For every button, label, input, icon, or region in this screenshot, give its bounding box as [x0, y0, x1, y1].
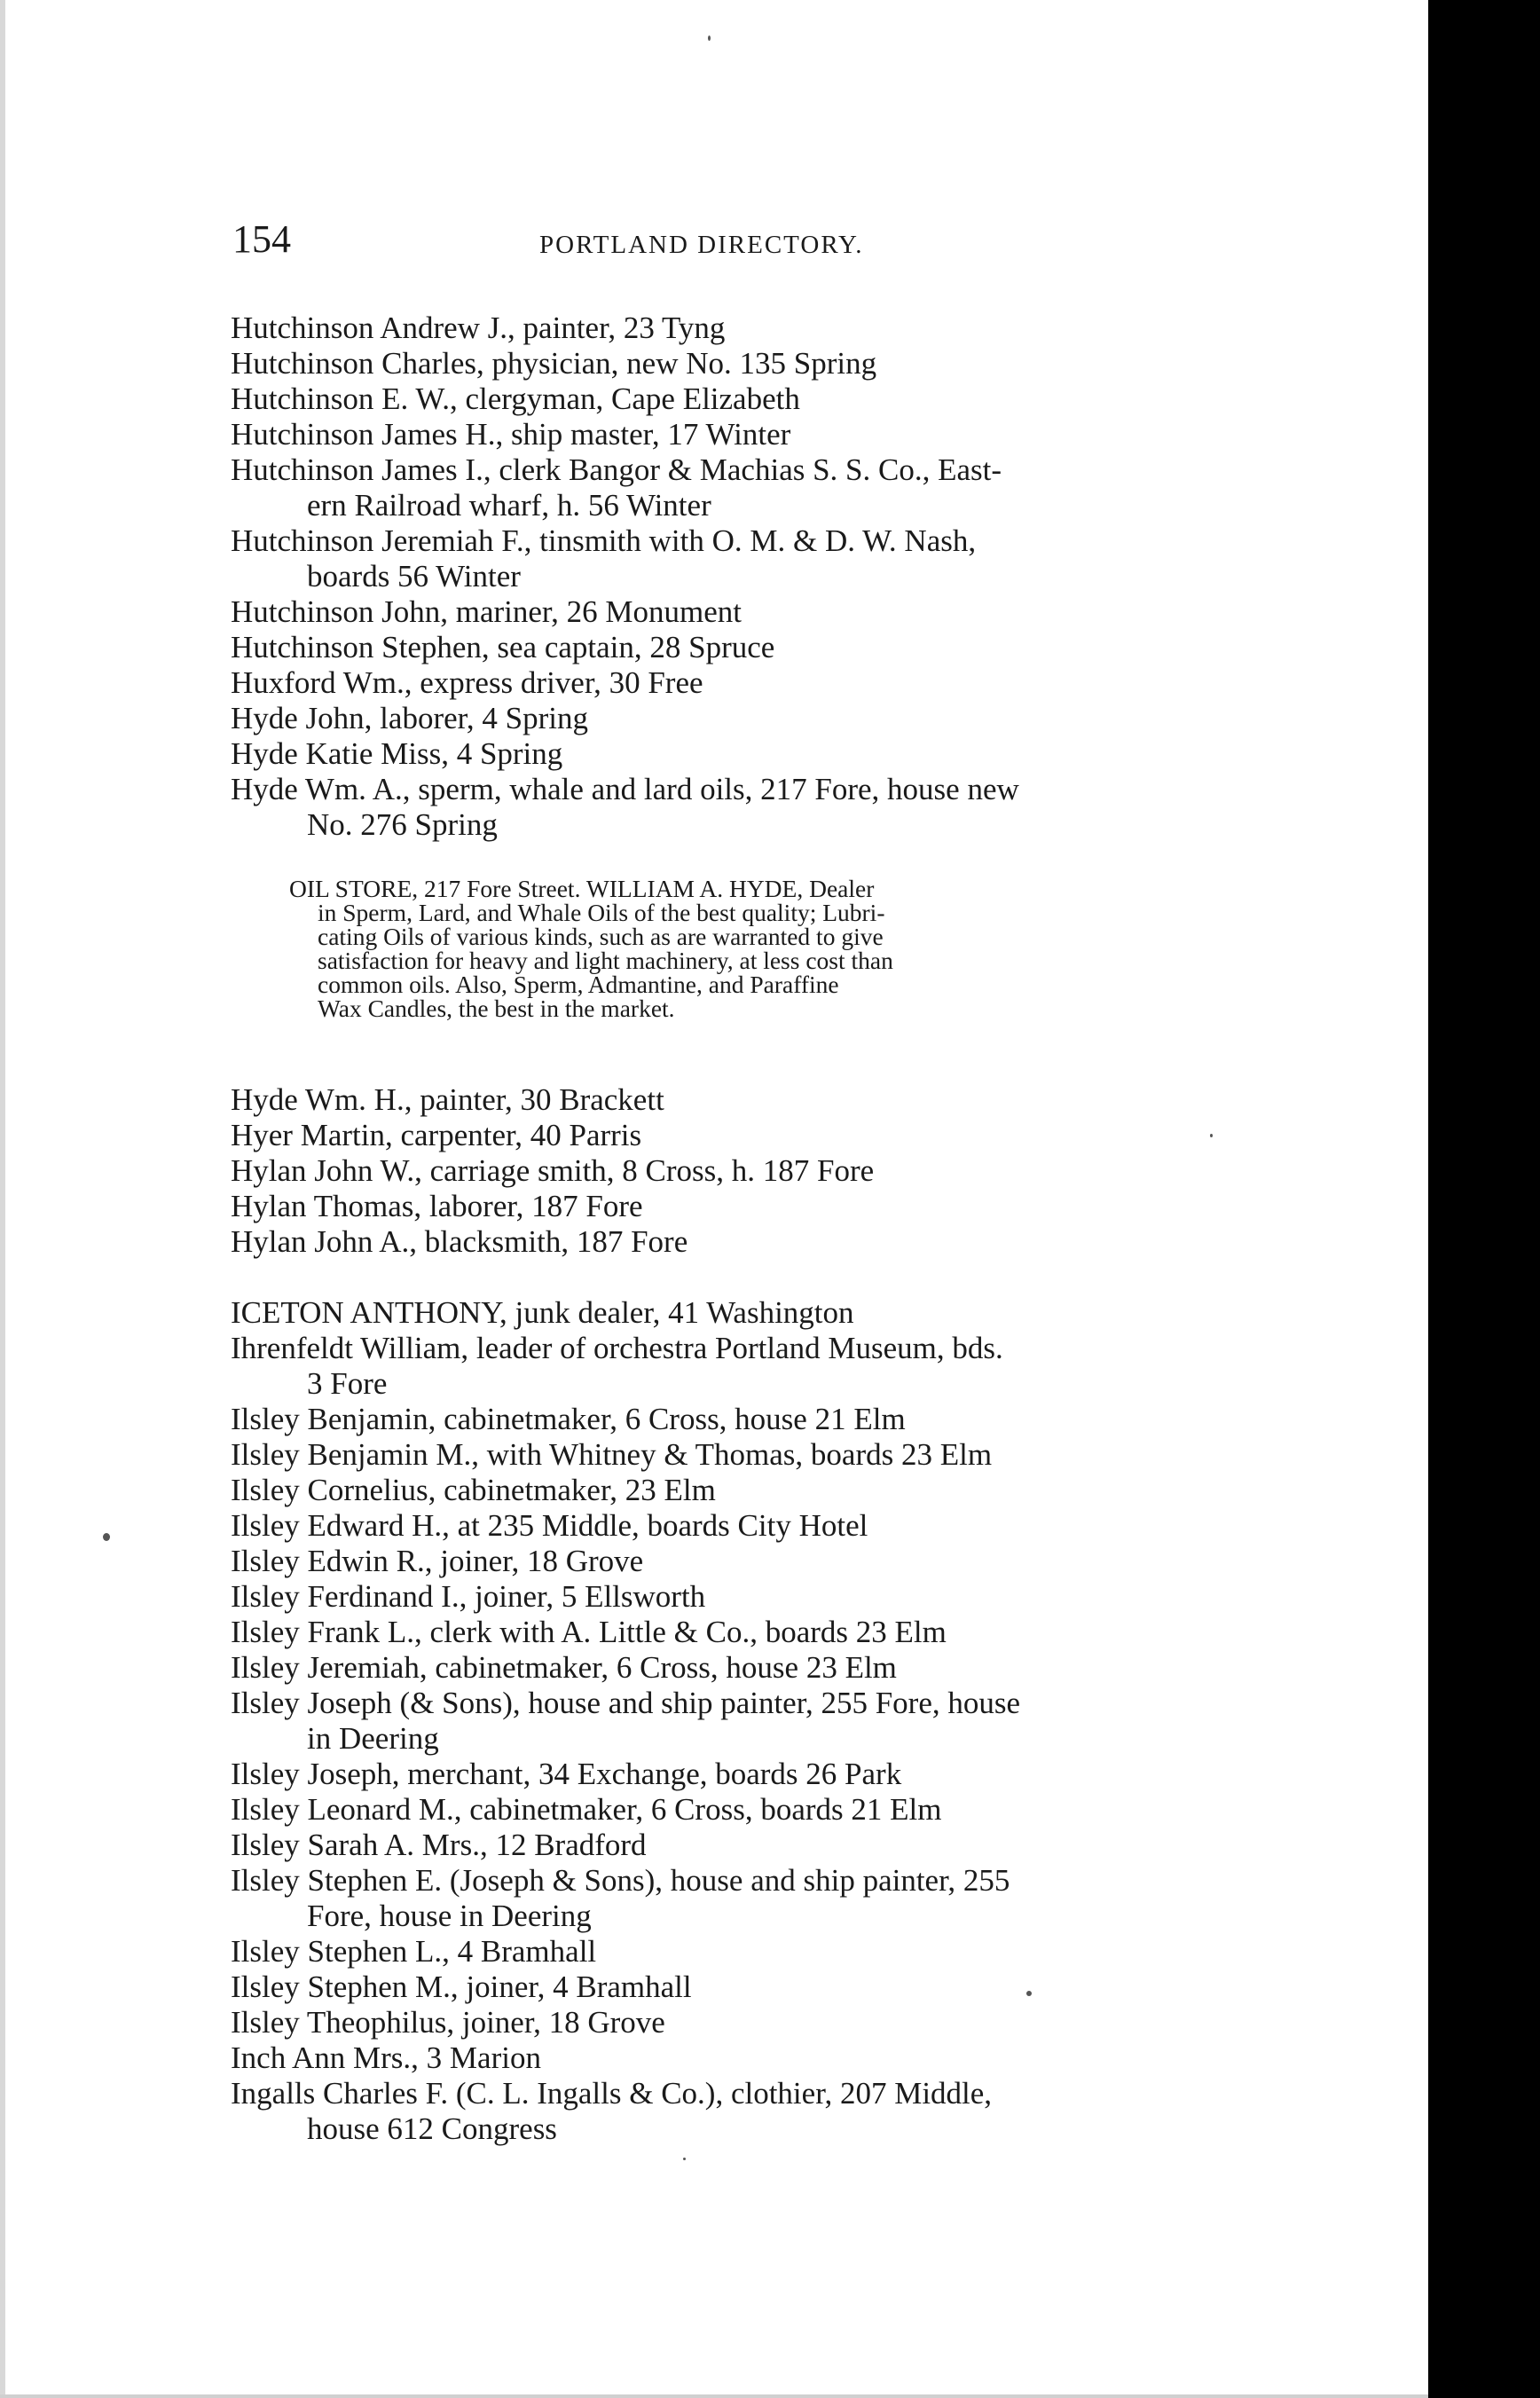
directory-entry: [231, 1508, 1224, 1544]
directory-entry: [231, 1863, 1224, 1934]
directory-entry: [231, 1650, 1224, 1686]
entry-continuation: No. 276 Spring: [307, 807, 498, 842]
directory-entry: [231, 1082, 1224, 1118]
scan-speck: [708, 35, 711, 41]
directory-entry: [231, 1686, 1224, 1757]
entries-hyde-hylan: [231, 1082, 1224, 1260]
entry-text: Hutchinson James I., clerk Bangor & Machias S. S. Co., East-: [231, 452, 1002, 487]
directory-entry: [231, 701, 1224, 736]
advertisement-oil-store: [291, 877, 1196, 1020]
entry-text: Ilsley Stephen L., 4 Bramhall: [231, 1934, 597, 1969]
entry-text: Ilsley Joseph (& Sons), house and ship painter, 255 Fore, house: [231, 1686, 1021, 1720]
entry-text: Ilsley Cornelius, cabinetmaker, 23 Elm: [231, 1473, 716, 1507]
directory-entry: [231, 1792, 1224, 1828]
directory-entry: [231, 417, 1224, 452]
entry-text: Hutchinson James H., ship master, 17 Winter: [231, 417, 791, 452]
entry-text: Hutchinson Jeremiah F., tinsmith with O. M. & D. W. Nash,: [231, 523, 977, 558]
entry-continuation: 3 Fore: [307, 1366, 388, 1401]
entry-continuation: in Deering: [307, 1721, 439, 1756]
running-head: PORTLAND DIRECTORY.: [539, 231, 864, 259]
entry-text: Hyde Katie Miss, 4 Spring: [231, 736, 563, 771]
directory-entry: [231, 1757, 1224, 1792]
directory-entry: [231, 594, 1224, 630]
entry-text: Hutchinson John, mariner, 26 Monument: [231, 594, 742, 629]
directory-entry: [231, 523, 1224, 594]
directory-entry: [231, 665, 1224, 701]
directory-entry: [231, 452, 1224, 523]
entry-text: Ilsley Benjamin, cabinetmaker, 6 Cross, house 21 Elm: [231, 1402, 906, 1436]
entry-text: Ilsley Stephen E. (Joseph & Sons), house and ship painter, 255: [231, 1863, 1010, 1898]
entry-text: Hyer Martin, carpenter, 40 Parris: [231, 1118, 642, 1152]
entry-text: Ilsley Edwin R., joiner, 18 Grove: [231, 1544, 644, 1578]
page-number: 154: [232, 217, 291, 261]
entry-text: Hyde John, laborer, 4 Spring: [231, 701, 588, 735]
entry-continuation: Fore, house in Deering: [307, 1899, 592, 1933]
directory-entry: [231, 1224, 1224, 1260]
entry-continuation: ern Railroad wharf, h. 56 Winter: [307, 488, 711, 523]
entry-text: Hylan John A., blacksmith, 187 Fore: [231, 1224, 688, 1259]
directory-entry: [231, 1437, 1224, 1473]
scan-speck: [1026, 1991, 1032, 1996]
directory-entry: [231, 1828, 1224, 1863]
entries-i-section: [231, 1295, 1224, 2147]
advertisement-line: OIL STORE, 217 Fore Street. WILLIAM A. HYDE, Dealer: [289, 875, 875, 902]
directory-entry: [231, 1402, 1224, 1437]
entry-text: Ihrenfeldt William, leader of orchestra Portland Museum, bds.: [231, 1331, 1003, 1365]
directory-entry: [231, 1153, 1224, 1189]
entries-hutchinson-hyde: [231, 311, 1224, 843]
advertisement-line: cating Oils of various kinds, such as are warranted to give: [318, 923, 884, 950]
entry-text: Huxford Wm., express driver, 30 Free: [231, 665, 703, 700]
entry-text: Hylan John W., carriage smith, 8 Cross, h. 187 Fore: [231, 1153, 875, 1188]
directory-entry: [231, 2005, 1224, 2040]
entry-text: Hyde Wm. A., sperm, whale and lard oils, 217 Fore, house new: [231, 772, 1019, 806]
entry-text: Ilsley Theophilus, joiner, 18 Grove: [231, 2005, 665, 2040]
scan-right-border: [1428, 0, 1540, 2398]
entry-text: Hylan Thomas, laborer, 187 Fore: [231, 1189, 643, 1223]
entry-text: Hutchinson Stephen, sea captain, 28 Spruce: [231, 630, 775, 664]
directory-entry: [231, 1934, 1224, 1970]
entry-text: Ilsley Joseph, merchant, 34 Exchange, boards 26 Park: [231, 1757, 902, 1791]
scan-speck: [103, 1533, 110, 1541]
entry-text: Hutchinson Andrew J., painter, 23 Tyng: [231, 311, 726, 345]
entry-text: Ilsley Frank L., clerk with A. Little & Co., boards 23 Elm: [231, 1615, 947, 1649]
directory-entry: [231, 736, 1224, 772]
advertisement-line: in Sperm, Lard, and Whale Oils of the best quality; Lubri-: [318, 899, 885, 926]
entry-text: Ilsley Edward H., at 235 Middle, boards City Hotel: [231, 1508, 868, 1543]
directory-entry: [231, 1189, 1224, 1224]
directory-entry: [231, 1473, 1224, 1508]
entry-text: Hyde Wm. H., painter, 30 Brackett: [231, 1082, 664, 1117]
scan-speck: [683, 2158, 686, 2160]
scan-speck: [1210, 1134, 1213, 1137]
entry-continuation: boards 56 Winter: [307, 559, 521, 594]
directory-entry: [231, 1579, 1224, 1615]
directory-entry: [231, 1331, 1224, 1402]
entry-text: Ilsley Benjamin M., with Whitney & Thomas, boards 23 Elm: [231, 1437, 993, 1472]
entry-text: Ilsley Ferdinand I., joiner, 5 Ellsworth: [231, 1579, 706, 1614]
directory-entry: [231, 772, 1224, 843]
directory-entry: [231, 1970, 1224, 2005]
entry-text: ICETON ANTHONY, junk dealer, 41 Washington: [231, 1295, 854, 1330]
entry-continuation: house 612 Congress: [307, 2111, 557, 2146]
directory-entry: [231, 1295, 1224, 1331]
directory-entry: [231, 2040, 1224, 2076]
directory-entry: [231, 630, 1224, 665]
directory-entry: [231, 1118, 1224, 1153]
advertisement-line: satisfaction for heavy and light machinery, at less cost than: [318, 947, 893, 974]
directory-entry: [231, 381, 1224, 417]
directory-entry: [231, 346, 1224, 381]
directory-entry: [231, 1615, 1224, 1650]
entry-text: Ilsley Jeremiah, cabinetmaker, 6 Cross, house 23 Elm: [231, 1650, 897, 1685]
advertisement-line: Wax Candles, the best in the market.: [318, 995, 675, 1022]
entry-text: Inch Ann Mrs., 3 Marion: [231, 2040, 541, 2075]
entry-text: Ingalls Charles F. (C. L. Ingalls & Co.), clothier, 207 Middle,: [231, 2076, 993, 2111]
directory-entry: [231, 311, 1224, 346]
entry-text: Hutchinson Charles, physician, new No. 135 Spring: [231, 346, 877, 381]
entry-text: Ilsley Sarah A. Mrs., 12 Bradford: [231, 1828, 647, 1862]
advertisement-line: common oils. Also, Sperm, Admantine, and Paraffine: [318, 971, 839, 998]
entry-text: Ilsley Stephen M., joiner, 4 Bramhall: [231, 1970, 692, 2004]
directory-entry: [231, 1544, 1224, 1579]
entry-text: Hutchinson E. W., clergyman, Cape Elizabeth: [231, 381, 800, 416]
entry-text: Ilsley Leonard M., cabinetmaker, 6 Cross, boards 21 Elm: [231, 1792, 942, 1827]
directory-entry: [231, 2076, 1224, 2147]
